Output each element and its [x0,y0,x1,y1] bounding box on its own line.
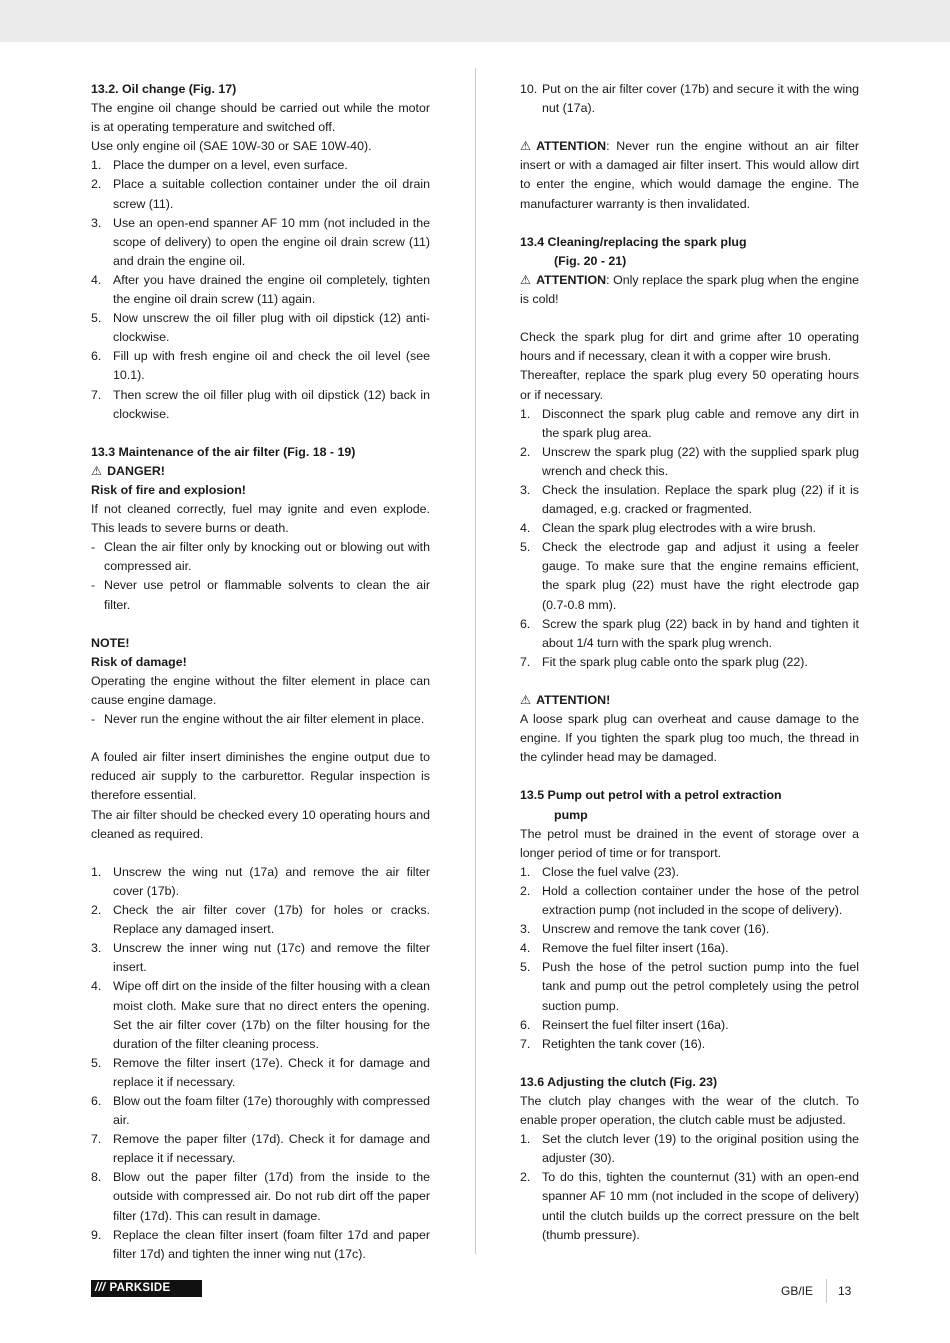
list-item: 4. Clean the spark plug electrodes with a wire brush. [520,521,817,536]
list-item: 8. Blow out the paper filter (17d) from the inside to the outside with compressed air. Do not rub dirt off the paper filter (17d). This can result in damage. [91,1170,430,1223]
list-item: - Clean the air filter only by knocking out or blowing out with compressed air. [91,540,430,574]
attention-note: ⚠ ATTENTION: Never run the engine without an air filter insert or with a damaged air filter insert. This would allow dirt to enter the engine, which would damage the engine. The manufacturer warranty is then invalidated. [520,139,859,211]
left-column [91,80,430,1264]
list-item: 1. Unscrew the wing nut (17a) and remove the air filter cover (17b). [91,864,430,898]
list-item: 1. Disconnect the spark plug cable and remove any dirt in the spark plug area. [520,406,859,440]
list-item: 4. Remove the fuel filter insert (16a). [520,941,729,956]
list-item: 9. Replace the clean filter insert (foam filter 17d and paper filter 17d) and tighten the inner wing nut (17c). [91,1227,430,1261]
note-label: NOTE! [91,635,130,650]
list-item: 2. Hold a collection container under the hose of the petrol extraction pump (not included in the scope of delivery). [520,883,859,918]
air-filter-paragraph: The air filter should be checked every 10 operating hours and cleaned as required. [91,807,430,841]
list-item: 6. Reinsert the fuel filter insert (16a). [520,1017,729,1032]
oil-change-oil-type: Use only engine oil (SAE 10W-30 or SAE 10W-40). [91,139,372,154]
list-item: 6. Fill up with fresh engine oil and check the oil level (see 10.1). [91,349,430,383]
spark-plug-heading: 13.4 Cleaning/replacing the spark plug [520,234,747,249]
air-filter-heading: 13.3 Maintenance of the air filter (Fig. 18 - 19) [91,444,356,459]
warning-triangle-icon: ⚠ [520,139,532,154]
parkside-logo: /// PARKSIDE [91,1280,202,1297]
spark-plug-steps [520,405,859,672]
list-item: 7. Remove the paper filter (17d). Check it for damage and replace it if necessary. [91,1132,430,1166]
list-item: 5. Check the electrode gap and adjust it using a feeler gauge. To make sure that the engine remains efficient, the spark plug (22) must have the right electrode gap (0.7-0.8 mm). [520,540,859,612]
right-column [520,80,859,1245]
footer-divider [826,1279,827,1303]
warning-triangle-icon: ⚠ [520,693,532,707]
oil-change-heading: 13.2. Oil change (Fig. 17) [91,82,237,96]
list-item: 1. Place the dumper on a level, even surface. [91,158,348,173]
page-number: 13 [838,1284,852,1298]
danger-subtitle: Risk of fire and explosion! [91,482,246,497]
oil-change-steps [91,156,430,423]
list-item: - Never run the engine without the air filter element in place. [91,712,425,727]
petrol-pump-intro: The petrol must be drained in the event of storage over a longer period of time or for transport. [520,826,859,860]
spark-plug-heading-figure: (Fig. 20 - 21) [554,253,627,268]
list-item: 3. Use an open-end spanner AF 10 mm (not included in the scope of delivery) to open the engine oil drain screw (11) and drain the engine oil. [91,215,430,268]
column-divider [475,68,476,1254]
list-item: 1. Close the fuel valve (23). [520,864,680,879]
list-item: 3. Unscrew the inner wing nut (17c) and remove the filter insert. [91,941,430,975]
list-item: 2. Check the air filter cover (17b) for holes or cracks. Replace any damaged insert. [91,903,430,937]
danger-text: If not cleaned correctly, fuel may ignite and even explode. This leads to severe burns or death. [91,502,430,536]
warning-triangle-icon: ⚠ [520,272,532,287]
spark-plug-paragraph: Thereafter, replace the spark plug every 50 operating hours or if necessary. [520,368,859,402]
petrol-pump-heading-cont: pump [554,807,588,822]
clutch-intro: The clutch play changes with the wear of the clutch. To enable proper operation, the clutch cable must be adjusted. [520,1093,859,1128]
air-filter-steps [91,863,430,1264]
list-item: 7. Fit the spark plug cable onto the spark plug (22). [520,654,808,669]
list-item: 3. Unscrew and remove the tank cover (16). [520,922,770,937]
attention-note: ⚠ ATTENTION: Only replace the spark plug when the engine is cold! [520,272,859,307]
list-item: 5. Now unscrew the oil filler plug with oil dipstick (12) anti-clockwise. [91,311,430,345]
spark-plug-paragraph: Check the spark plug for dirt and grime after 10 operating hours and if necessary, clean it with a copper wire brush. [520,330,859,364]
clutch-heading: 13.6 Adjusting the clutch (Fig. 23) [520,1074,718,1089]
list-item: 7. Retighten the tank cover (16). [520,1036,706,1051]
petrol-pump-heading: 13.5 Pump out petrol with a petrol extraction [520,788,782,803]
list-item: 7. Then screw the oil filler plug with oil dipstick (12) back in clockwise. [91,387,430,421]
attention-label: ⚠ ATTENTION! [520,691,859,710]
clutch-steps [520,1130,859,1245]
danger-label: ⚠ DANGER! [91,462,430,481]
top-band [0,0,950,42]
list-item: - Never use petrol or flammable solvents to clean the air filter. [91,578,430,612]
list-item: 6. Screw the spark plug (22) back in by hand and tighten it about 1/4 turn with the spark plug wrench. [520,616,859,650]
list-item: 1. Set the clutch lever (19) to the original position using the adjuster (30). [520,1132,859,1166]
language-code: GB/IE [781,1284,814,1298]
list-item: 2. Place a suitable collection container under the oil drain screw (11). [91,177,430,211]
note-subtitle: Risk of damage! [91,654,187,669]
attention-text: A loose spark plug can overheat and cause damage to the engine. If you tighten the spark plug too much, the thread in the cylinder head may be damaged. [520,712,859,765]
oil-change-intro: The engine oil change should be carried out while the motor is at operating temperature and switched off. [91,101,430,135]
list-item: 2. Unscrew the spark plug (22) with the supplied spark plug wrench and check this. [520,444,859,478]
list-item: 3. Check the insulation. Replace the spark plug (22) if it is damaged, e.g. cracked or fragmented. [520,482,859,517]
list-item: 5. Push the hose of the petrol suction pump into the fuel tank and pump out the petrol completely using the petrol suction pump. [520,960,859,1013]
list-item: 6. Blow out the foam filter (17e) thoroughly with compressed air. [91,1093,430,1128]
air-filter-paragraph: A fouled air filter insert diminishes the engine output due to reduced air supply to the carburettor. Regular inspection is therefore essential. [91,750,430,803]
list-item: 2. To do this, tighten the counternut (31) with an open-end spanner AF 10 mm (not included in the scope of delivery) until the clutch builds up the correct pressure on the belt (thumb pressure). [520,1170,859,1242]
list-item: 5. Remove the filter insert (17e). Check it for damage and replace it if necessary. [91,1055,430,1089]
list-item: 4. After you have drained the engine oil completely, tighten the engine oil drain screw (11) again. [91,272,430,307]
note-text: Operating the engine without the filter element in place can cause engine damage. [91,673,430,707]
list-item: 10. Put on the air filter cover (17b) and secure it with the wing nut (17a). [520,82,859,116]
petrol-pump-steps [520,863,859,1054]
warning-triangle-icon: ⚠ [91,463,103,478]
list-item: 4. Wipe off dirt on the inside of the filter housing with a clean moist cloth. Make sure that no direct enters the opening. Set the air filter cover (17b) on the filter housing for the duration of the filter cleaning process. [91,979,430,1051]
